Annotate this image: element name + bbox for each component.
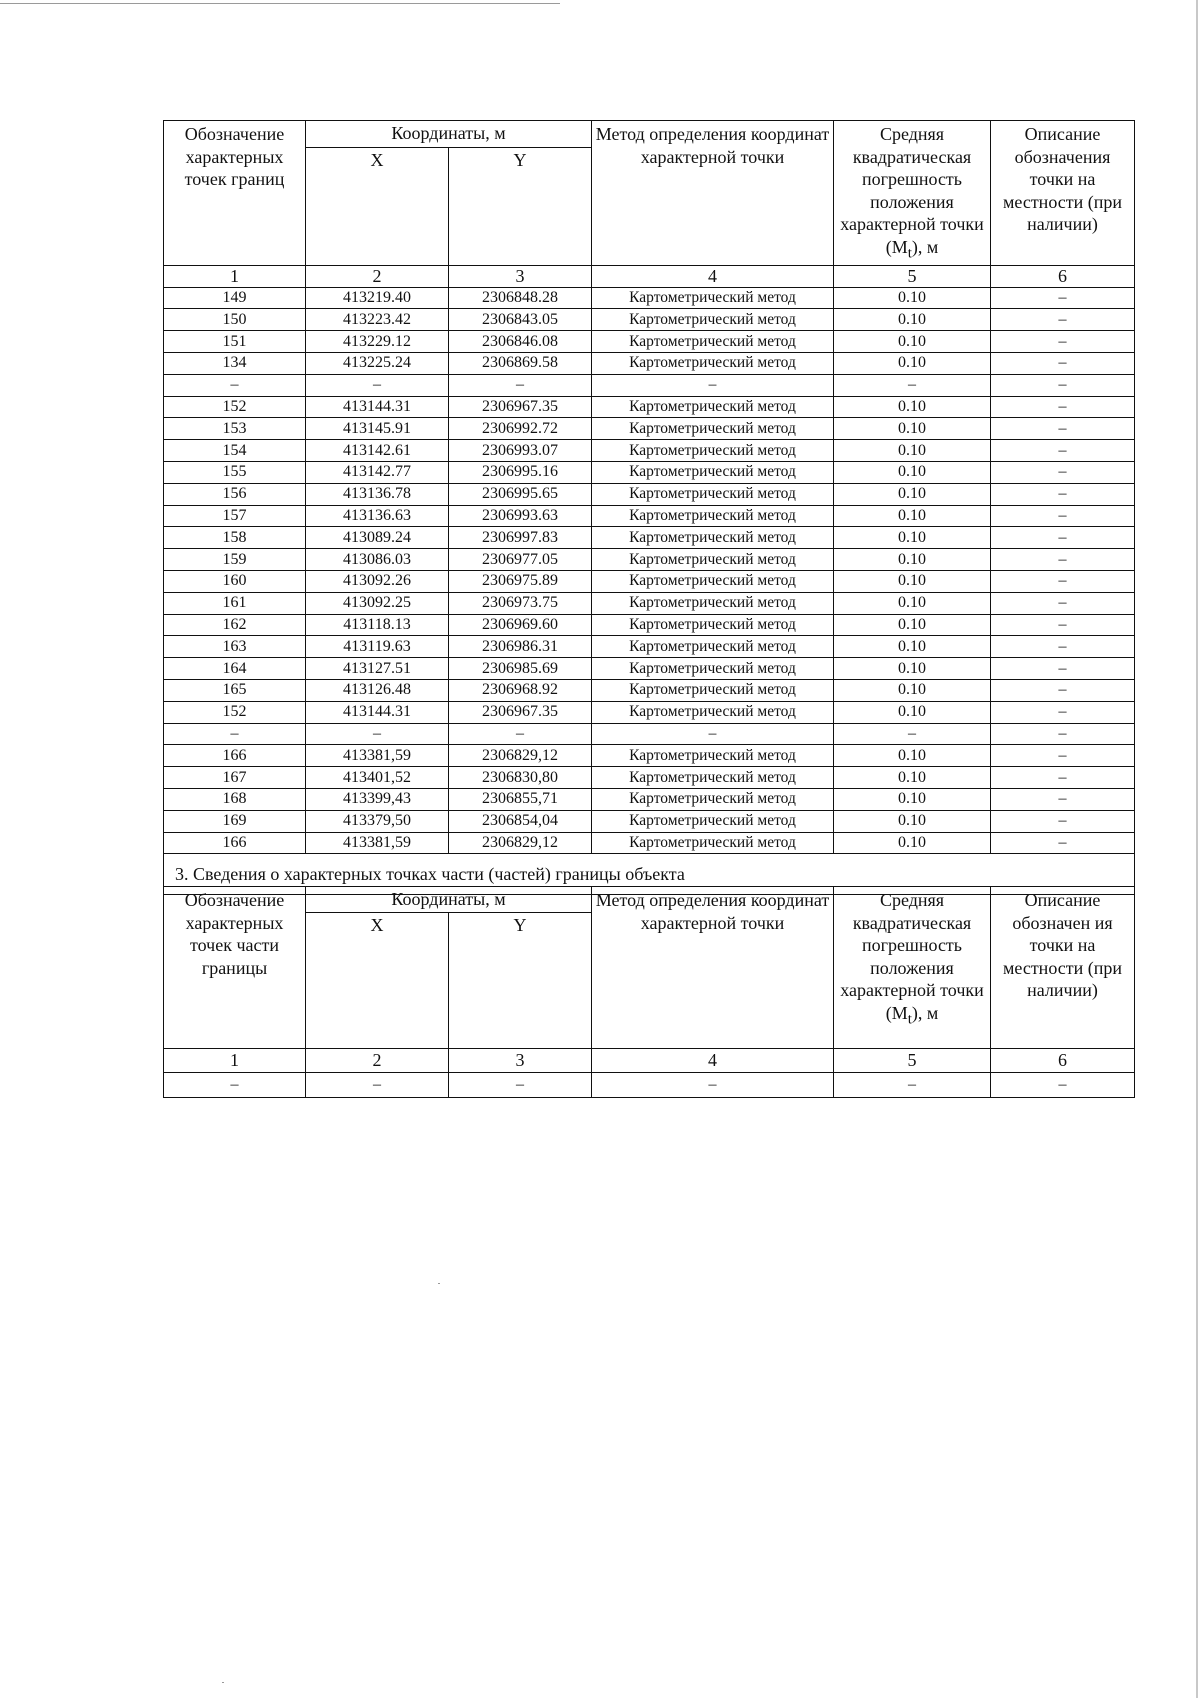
table-row <box>164 287 1135 309</box>
cell-y: 2306992.72 <box>449 418 592 440</box>
cell-y: – <box>449 374 592 396</box>
cell-description: – <box>991 396 1135 418</box>
cell-y: 2306829,12 <box>449 745 592 767</box>
cell-error: 0.10 <box>834 527 991 549</box>
cell-x: 413144.31 <box>306 701 449 723</box>
cell-error: 0.10 <box>834 483 991 505</box>
table-header-row <box>164 121 1135 148</box>
cell-point-id: 166 <box>164 745 306 767</box>
cell-x: 413229.12 <box>306 331 449 353</box>
cell-y: 2306995.65 <box>449 483 592 505</box>
table-row <box>164 723 1135 745</box>
cell-method: Картометрический метод <box>592 549 834 571</box>
scan-speck <box>222 1682 224 1683</box>
cell-x: 413086.03 <box>306 549 449 571</box>
cell-x: 413119.63 <box>306 636 449 658</box>
cell-y: 2306997.83 <box>449 527 592 549</box>
cell-method: – <box>592 1073 834 1098</box>
cell-point-id: 162 <box>164 614 306 636</box>
cell-error: 0.10 <box>834 309 991 331</box>
cell-error: – <box>834 1073 991 1098</box>
table-row <box>164 396 1135 418</box>
cell-point-id: 166 <box>164 832 306 854</box>
cell-point-id: 160 <box>164 570 306 592</box>
cell-x: 413381,59 <box>306 832 449 854</box>
cell-point-id: 169 <box>164 810 306 832</box>
cell-x: 413126.48 <box>306 679 449 701</box>
cell-description: – <box>991 374 1135 396</box>
cell-description: – <box>991 570 1135 592</box>
cell-description: – <box>991 418 1135 440</box>
cell-error: 0.10 <box>834 745 991 767</box>
cell-error: 0.10 <box>834 679 991 701</box>
column-number: 5 <box>834 265 991 287</box>
table-row <box>164 636 1135 658</box>
header-x: X <box>306 147 449 265</box>
table-row <box>164 658 1135 680</box>
cell-x: 413401,52 <box>306 767 449 789</box>
cell-point-id: 165 <box>164 679 306 701</box>
cell-x: 413225.24 <box>306 352 449 374</box>
cell-x: 413089.24 <box>306 527 449 549</box>
table-row <box>164 701 1135 723</box>
cell-x: 413399,43 <box>306 788 449 810</box>
cell-x: 413142.61 <box>306 440 449 462</box>
cell-description: – <box>991 352 1135 374</box>
cell-y: 2306830,80 <box>449 767 592 789</box>
cell-description: – <box>991 723 1135 745</box>
cell-description: – <box>991 549 1135 571</box>
cell-y: 2306969.60 <box>449 614 592 636</box>
cell-x: 413127.51 <box>306 658 449 680</box>
cell-description: – <box>991 810 1135 832</box>
cell-y: 2306829,12 <box>449 832 592 854</box>
table-row <box>164 483 1135 505</box>
cell-method: Картометрический метод <box>592 440 834 462</box>
cell-y: 2306968.92 <box>449 679 592 701</box>
cell-x: 413092.26 <box>306 570 449 592</box>
cell-y: 2306986.31 <box>449 636 592 658</box>
cell-point-id: 159 <box>164 549 306 571</box>
header-error: Средняя квадратическая погрешность положения характерной точки $(M_t)$, м <box>834 121 991 266</box>
cell-point-id: 151 <box>164 331 306 353</box>
table-row <box>164 440 1135 462</box>
cell-error: 0.10 <box>834 767 991 789</box>
cell-y: 2306848.28 <box>449 287 592 309</box>
column-number: 4 <box>592 265 834 287</box>
cell-description: – <box>991 788 1135 810</box>
cell-point-id: 149 <box>164 287 306 309</box>
table-row <box>164 505 1135 527</box>
cell-point-id: 152 <box>164 701 306 723</box>
table-row <box>164 832 1135 854</box>
scan-edge-top <box>0 3 560 4</box>
cell-method: Картометрический метод <box>592 461 834 483</box>
cell-y: 2306993.07 <box>449 440 592 462</box>
cell-description: – <box>991 832 1135 854</box>
cell-description: – <box>991 592 1135 614</box>
cell-description: – <box>991 636 1135 658</box>
table-row <box>164 679 1135 701</box>
cell-y: 2306967.35 <box>449 701 592 723</box>
cell-point-id: 150 <box>164 309 306 331</box>
cell-description: – <box>991 527 1135 549</box>
header-method: Метод определения координат характерной точки <box>592 121 834 266</box>
table-row <box>164 418 1135 440</box>
table-row <box>164 745 1135 767</box>
cell-point-id: – <box>164 1073 306 1098</box>
cell-description: – <box>991 1073 1135 1098</box>
cell-method: Картометрический метод <box>592 701 834 723</box>
cell-description: – <box>991 614 1135 636</box>
table-row <box>164 374 1135 396</box>
cell-point-id: – <box>164 374 306 396</box>
cell-error: 0.10 <box>834 461 991 483</box>
table-row <box>164 788 1135 810</box>
cell-method: Картометрический метод <box>592 832 834 854</box>
cell-point-id: 157 <box>164 505 306 527</box>
table-row <box>164 592 1135 614</box>
cell-method: Картометрический метод <box>592 636 834 658</box>
section-title: 3. Сведения о характерных точках части (частей) границы объекта <box>164 854 1135 895</box>
cell-point-id: 167 <box>164 767 306 789</box>
cell-point-id: 161 <box>164 592 306 614</box>
cell-method: Картометрический метод <box>592 767 834 789</box>
cell-method: Картометрический метод <box>592 309 834 331</box>
cell-method: Картометрический метод <box>592 570 834 592</box>
cell-point-id: 153 <box>164 418 306 440</box>
cell-method: – <box>592 374 834 396</box>
cell-method: Картометрический метод <box>592 592 834 614</box>
cell-y: 2306975.89 <box>449 570 592 592</box>
cell-method: Картометрический метод <box>592 658 834 680</box>
cell-x: – <box>306 1073 449 1098</box>
header-coordinates: Координаты, м <box>306 121 592 148</box>
cell-error: 0.10 <box>834 810 991 832</box>
header-error: Средняя квадратическая погрешность положения характерной точки $(M_t)$, м <box>834 887 991 1049</box>
cell-error: 0.10 <box>834 788 991 810</box>
cell-error: 0.10 <box>834 440 991 462</box>
cell-x: 413219.40 <box>306 287 449 309</box>
column-number: 3 <box>449 265 592 287</box>
cell-description: – <box>991 745 1135 767</box>
cell-description: – <box>991 483 1135 505</box>
header-method: Метод определения координат характерной точки <box>592 887 834 1049</box>
cell-error: 0.10 <box>834 396 991 418</box>
column-number-row <box>164 265 1135 287</box>
header-x: X <box>306 913 449 1049</box>
cell-description: – <box>991 505 1135 527</box>
cell-error: 0.10 <box>834 352 991 374</box>
cell-point-id: 134 <box>164 352 306 374</box>
scan-speck <box>438 1283 440 1284</box>
part-boundary-points-table <box>163 886 1135 1098</box>
cell-y: – <box>449 1073 592 1098</box>
cell-description: – <box>991 287 1135 309</box>
cell-error: 0.10 <box>834 418 991 440</box>
cell-description: – <box>991 679 1135 701</box>
table-row <box>164 1073 1135 1098</box>
cell-error: 0.10 <box>834 549 991 571</box>
cell-y: 2306973.75 <box>449 592 592 614</box>
header-description: Описание обозначен ия точки на местности (при наличии) <box>991 887 1135 1049</box>
table-row <box>164 527 1135 549</box>
cell-error: 0.10 <box>834 570 991 592</box>
scan-edge-right <box>1196 0 1198 1698</box>
cell-x: 413136.78 <box>306 483 449 505</box>
header-y: Y <box>449 147 592 265</box>
cell-method: Картометрический метод <box>592 679 834 701</box>
cell-x: 413145.91 <box>306 418 449 440</box>
cell-point-id: 163 <box>164 636 306 658</box>
cell-point-id: 154 <box>164 440 306 462</box>
cell-point-id: 156 <box>164 483 306 505</box>
column-number: 1 <box>164 1049 306 1073</box>
cell-error: – <box>834 374 991 396</box>
cell-error: 0.10 <box>834 331 991 353</box>
table-row <box>164 767 1135 789</box>
header-y: Y <box>449 913 592 1049</box>
cell-error: 0.10 <box>834 614 991 636</box>
boundary-points-table <box>163 120 1135 895</box>
cell-method: Картометрический метод <box>592 745 834 767</box>
cell-point-id: 155 <box>164 461 306 483</box>
cell-description: – <box>991 767 1135 789</box>
cell-error: – <box>834 723 991 745</box>
header-coordinates: Координаты, м <box>306 887 592 913</box>
cell-error: 0.10 <box>834 505 991 527</box>
cell-method: Картометрический метод <box>592 396 834 418</box>
cell-point-id: 164 <box>164 658 306 680</box>
cell-point-id: 168 <box>164 788 306 810</box>
cell-y: 2306846.08 <box>449 331 592 353</box>
cell-point-id: 152 <box>164 396 306 418</box>
table-row <box>164 309 1135 331</box>
cell-method: Картометрический метод <box>592 505 834 527</box>
cell-description: – <box>991 701 1135 723</box>
column-number: 6 <box>991 1049 1135 1073</box>
cell-method: Картометрический метод <box>592 788 834 810</box>
column-number-row <box>164 1049 1135 1073</box>
cell-point-id: 158 <box>164 527 306 549</box>
cell-method: Картометрический метод <box>592 352 834 374</box>
cell-method: Картометрический метод <box>592 418 834 440</box>
cell-y: 2306993.63 <box>449 505 592 527</box>
cell-y: 2306869.58 <box>449 352 592 374</box>
cell-method: – <box>592 723 834 745</box>
column-number: 2 <box>306 1049 449 1073</box>
column-number: 2 <box>306 265 449 287</box>
column-number: 4 <box>592 1049 834 1073</box>
table-row <box>164 549 1135 571</box>
cell-x: 413381,59 <box>306 745 449 767</box>
cell-x: 413092.25 <box>306 592 449 614</box>
cell-y: 2306977.05 <box>449 549 592 571</box>
cell-method: Картометрический метод <box>592 331 834 353</box>
header-point-designation: Обозначение характерных точек части границы <box>164 887 306 1049</box>
cell-y: 2306855,71 <box>449 788 592 810</box>
cell-y: – <box>449 723 592 745</box>
cell-y: 2306843.05 <box>449 309 592 331</box>
table-row <box>164 461 1135 483</box>
column-number: 5 <box>834 1049 991 1073</box>
table-row <box>164 614 1135 636</box>
cell-y: 2306854,04 <box>449 810 592 832</box>
cell-x: 413118.13 <box>306 614 449 636</box>
cell-error: 0.10 <box>834 658 991 680</box>
cell-error: 0.10 <box>834 832 991 854</box>
cell-y: 2306995.16 <box>449 461 592 483</box>
cell-error: 0.10 <box>834 287 991 309</box>
cell-method: Картометрический метод <box>592 527 834 549</box>
column-number: 1 <box>164 265 306 287</box>
table-row <box>164 331 1135 353</box>
cell-error: 0.10 <box>834 701 991 723</box>
cell-x: 413223.42 <box>306 309 449 331</box>
cell-x: 413136.63 <box>306 505 449 527</box>
cell-y: 2306967.35 <box>449 396 592 418</box>
cell-description: – <box>991 658 1135 680</box>
cell-error: 0.10 <box>834 636 991 658</box>
cell-method: Картометрический метод <box>592 614 834 636</box>
table-row <box>164 352 1135 374</box>
cell-x: 413144.31 <box>306 396 449 418</box>
cell-error: 0.10 <box>834 592 991 614</box>
cell-x: – <box>306 374 449 396</box>
column-number: 3 <box>449 1049 592 1073</box>
cell-x: – <box>306 723 449 745</box>
cell-method: Картометрический метод <box>592 287 834 309</box>
cell-point-id: – <box>164 723 306 745</box>
cell-x: 413142.77 <box>306 461 449 483</box>
cell-description: – <box>991 461 1135 483</box>
cell-description: – <box>991 309 1135 331</box>
table-row <box>164 810 1135 832</box>
cell-method: Картометрический метод <box>592 483 834 505</box>
table-header-row <box>164 887 1135 913</box>
header-point-designation: Обозначение характерных точек границ <box>164 121 306 266</box>
column-number: 6 <box>991 265 1135 287</box>
cell-method: Картометрический метод <box>592 810 834 832</box>
cell-y: 2306985.69 <box>449 658 592 680</box>
cell-x: 413379,50 <box>306 810 449 832</box>
header-description: Описание обозначения точки на местности (при наличии) <box>991 121 1135 266</box>
table-row <box>164 570 1135 592</box>
cell-description: – <box>991 440 1135 462</box>
cell-description: – <box>991 331 1135 353</box>
